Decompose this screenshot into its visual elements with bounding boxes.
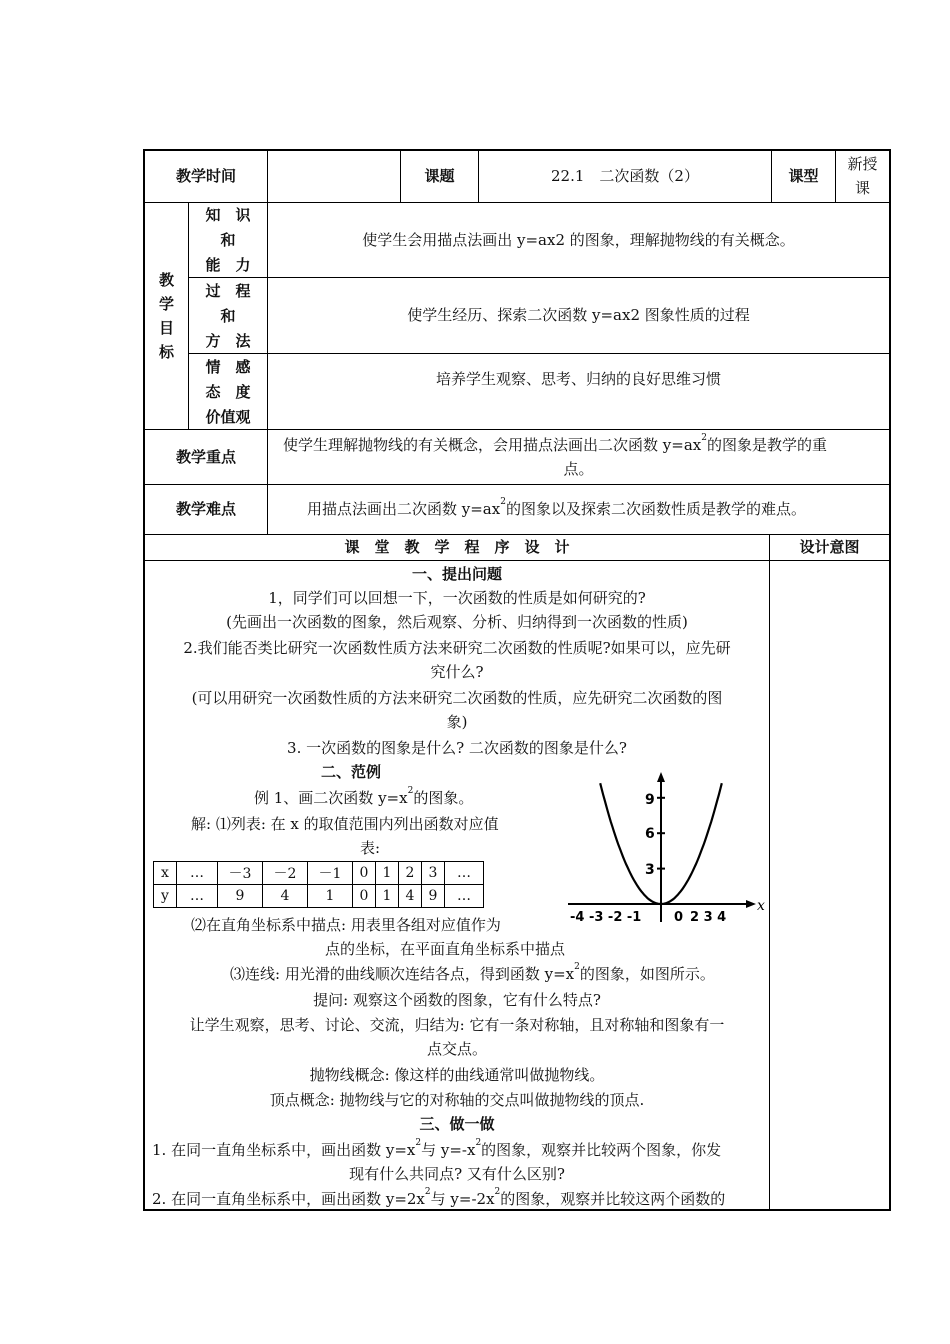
lesson-type-value: 新授 — [847, 155, 878, 173]
knowledge-label: 能 力 — [205, 256, 251, 274]
solution-step2: 点的坐标，在平面直角坐标系中描点 — [325, 940, 566, 958]
x-axis-arrow — [746, 900, 756, 908]
teaching-time-label: 教学时间 — [175, 167, 236, 185]
vertex-concept: 顶点概念: 抛物线与它的对称轴的交点叫做抛物线的顶点. — [269, 1091, 645, 1109]
table-cell: 4 — [263, 885, 308, 908]
table-border-right — [889, 149, 891, 1211]
topic-label: 课题 — [424, 167, 455, 185]
table-cell: … — [445, 862, 484, 885]
table-cell: 1 — [308, 885, 353, 908]
emotion-label: 态 度 — [205, 383, 251, 401]
emotion-text: 培养学生观察、思考、归纳的良好思维习惯 — [435, 370, 721, 388]
y-axis-arrow — [657, 772, 665, 782]
x-pos-tick-labels: 2 3 4 — [690, 910, 727, 925]
key-points-text-2: 点。 — [563, 460, 594, 478]
key-points-label: 教学重点 — [175, 448, 236, 466]
table-cell: x — [154, 862, 177, 885]
topic-value: 22.1 二次函数（2） — [551, 167, 699, 185]
difficulties-text: 用描点法画出二次函数 $y=ax^2$的图象以及探索二次函数性质是教学的难点。 — [307, 497, 806, 518]
lesson-type-value: 课 — [854, 179, 870, 197]
origin-label: 0 — [674, 910, 684, 925]
objectives-section-label: 教 — [158, 271, 174, 289]
section1-a2: 象) — [446, 713, 468, 731]
table-cell: －2 — [263, 862, 308, 885]
divider — [144, 429, 890, 430]
discussion: 让学生观察，思考、讨论、交流，归结为: 它有一条对称轴，且对称轴和图象有一 — [189, 1016, 725, 1034]
table-cell: 2 — [399, 862, 422, 885]
divider — [267, 150, 268, 202]
x-neg-tick-labels: -4 -3 -2 -1 — [570, 910, 642, 925]
knowledge-label: 知 识 — [205, 206, 251, 224]
parabola-graph — [562, 770, 772, 930]
program-design-header: 课 堂 教 学 程 序 设 计 — [344, 538, 570, 556]
section1-q1: 1，同学们可以回想一下，一次函数的性质是如何研究的? — [268, 589, 646, 607]
table-cell: 1 — [376, 862, 399, 885]
objectives-section-label: 目 — [158, 319, 174, 337]
divider — [188, 277, 890, 278]
emotion-label: 情 感 — [205, 358, 251, 376]
section2-title: 二、范例 — [321, 763, 382, 781]
section3-title: 三、做一做 — [419, 1115, 495, 1133]
objectives-section-label: 学 — [158, 295, 174, 313]
table-cell: … — [177, 885, 218, 908]
table-cell: －1 — [308, 862, 353, 885]
process-label: 过 程 — [205, 282, 251, 300]
table-cell: 3 — [422, 862, 445, 885]
table-cell: 0 — [353, 885, 376, 908]
divider — [144, 560, 890, 561]
y-tick-label-3: 3 — [645, 862, 655, 878]
solution-step1: 表: — [359, 839, 381, 857]
solution-step1: 解: ⑴列表: 在 x 的取值范围内列出函数对应值 — [191, 815, 499, 833]
table-cell: 9 — [218, 885, 263, 908]
objectives-section-label: 标 — [158, 343, 174, 361]
y-tick-label-6: 6 — [645, 826, 655, 842]
section1-q2: 2.我们能否类比研究一次函数性质方法来研究二次函数的性质呢?如果可以，应先研 — [183, 639, 731, 657]
table-cell: 4 — [399, 885, 422, 908]
table-cell: … — [177, 862, 218, 885]
emotion-label: 价值观 — [205, 408, 251, 426]
solution-step2: ⑵在直角坐标系中描点: 用表里各组对应值作为 — [191, 916, 501, 934]
table-cell: 9 — [422, 885, 445, 908]
parabola-concept: 抛物线概念: 像这样的曲线通常叫做抛物线。 — [309, 1066, 605, 1084]
table-cell: 0 — [353, 862, 376, 885]
section1-q2: 究什么? — [430, 663, 484, 681]
section1-a1: (先画出一次函数的图象，然后观察、分析、归纳得到一次函数的性质) — [226, 613, 688, 631]
knowledge-label: 和 — [220, 231, 236, 249]
x-axis-label: x — [757, 898, 765, 914]
section1-q3: 3. 一次函数的图象是什么? 二次函数的图象是什么? — [287, 739, 627, 757]
table-cell: … — [445, 885, 484, 908]
section3-item2: 2. 在同一直角坐标系中，画出函数 $y=2x^2$与 $y=-2x^2$的图象，观察并比较这两个函数的 — [152, 1187, 726, 1208]
example-1: 例 1、画二次函数 $y=x^2$的图象。 — [254, 786, 474, 807]
section1-a2: (可以用研究一次函数性质的方法来研究二次函数的性质，应先研究二次函数的图 — [191, 689, 723, 707]
process-label: 和 — [220, 307, 236, 325]
key-points-text: 使学生理解抛物线的有关概念，会用描点法画出二次函数 $y=ax^2$的图象是教学的重 — [283, 433, 827, 454]
difficulties-label: 教学难点 — [175, 500, 236, 518]
knowledge-text: 使学生会用描点法画出 y=ax2 的图象，理解抛物线的有关概念。 — [362, 231, 795, 249]
observation-question: 提问: 观察这个函数的图象，它有什么特点? — [313, 991, 601, 1009]
table-cell: 1 — [376, 885, 399, 908]
divider — [144, 484, 890, 485]
section3-item1: 现有什么共同点? 又有什么区别? — [349, 1165, 565, 1183]
section1-title: 一、提出问题 — [411, 565, 502, 583]
table-row — [154, 862, 484, 885]
process-label: 方 法 — [205, 332, 251, 350]
table-cell: －3 — [218, 862, 263, 885]
table-cell: y — [154, 885, 177, 908]
lesson-type-label: 课型 — [788, 167, 819, 185]
design-intent-header: 设计意图 — [799, 538, 860, 556]
process-text: 使学生经历、探索二次函数 y=ax2 图象性质的过程 — [407, 306, 750, 324]
value-table — [153, 861, 484, 908]
section3-item1: 1. 在同一直角坐标系中，画出函数 $y=x^2$与 $y=-x^2$的图象，观察并比较两个图象，你发 — [152, 1138, 722, 1159]
table-border-top — [143, 149, 891, 151]
discussion: 点交点。 — [426, 1040, 487, 1058]
solution-step3: ⑶连线: 用光滑的曲线顺次连结各点，得到函数 $y=x^2$的图象，如图所示。 — [230, 962, 715, 983]
y-tick-label-9: 9 — [645, 792, 655, 808]
divider — [188, 353, 890, 354]
table-row — [154, 885, 484, 908]
